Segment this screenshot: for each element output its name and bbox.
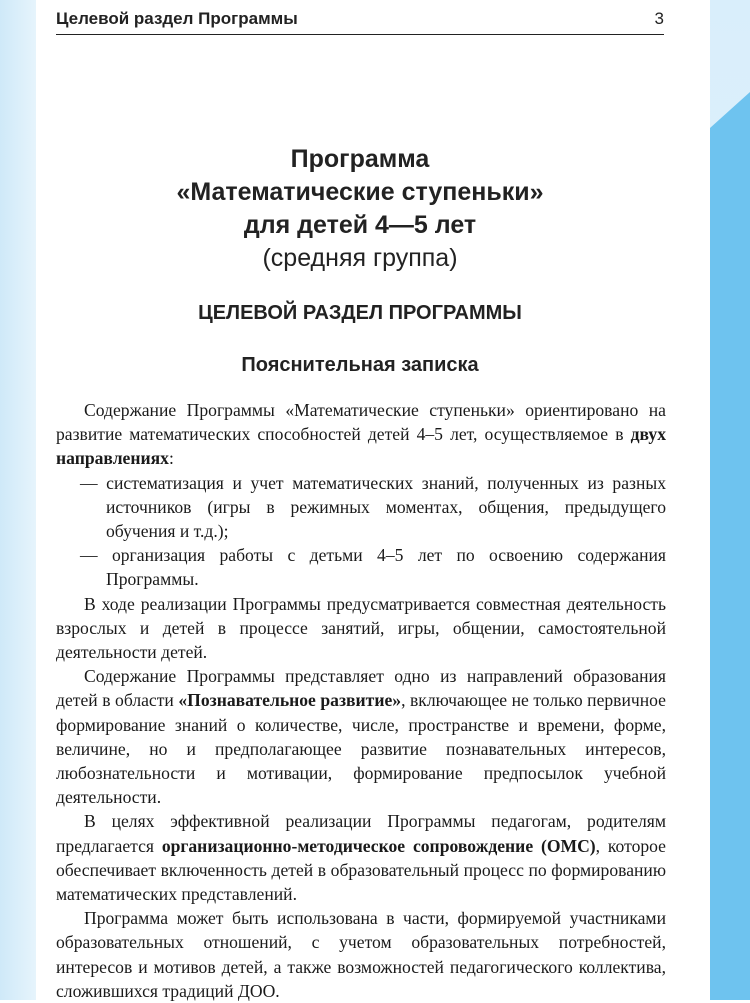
list-item: — организация работы с детьми 4–5 лет по освоению содержания Программы. bbox=[80, 545, 666, 590]
heading-line-1: Программа bbox=[290, 145, 430, 173]
subsection-title: Пояснительная записка bbox=[241, 354, 479, 376]
right-decorative-band bbox=[710, 0, 750, 1000]
paragraph-5: Программа может быть использована в части, формируемой участниками образовательных отношений, с учетом образовательных потребностей, интересов и мотивов детей, а также возможностей педагогического коллектива, сложившихся традиций ДОО. bbox=[56, 908, 666, 1001]
paragraph-1: Содержание Программы «Математические ступеньки» ориентировано на развитие математических способностей детей 4–5 лет, осуществляемое в двух направлениях: bbox=[56, 400, 666, 469]
paragraph-3: Содержание Программы представляет одно из направлений образования детей в области «Познавательное развитие», включающее не только первичное формирование знаний о количестве, числе, пространстве и времени, форме, величине, но и предполагающее развитие познавательных интересов, любознательности и мотивации, формирование предпосылок учебной деятельности. bbox=[56, 666, 666, 808]
section-title: ЦЕЛЕВОЙ РАЗДЕЛ ПРОГРАММЫ bbox=[198, 302, 522, 324]
left-decorative-band bbox=[0, 0, 36, 1000]
bold-phrase-oms: организационно-методическое сопровождение (ОМС) bbox=[161, 835, 596, 856]
header-title: Целевой раздел Программы bbox=[56, 9, 298, 28]
bold-phrase-cognitive: «Познавательное развитие» bbox=[178, 690, 402, 711]
page-number: 3 bbox=[654, 9, 664, 28]
running-header bbox=[56, 6, 664, 35]
right-band-dark bbox=[710, 0, 750, 1000]
heading-line-2: «Математические ступеньки» bbox=[176, 178, 544, 206]
body-text bbox=[56, 398, 666, 1003]
paragraph-4: В целях эффективной реализации Программы педагогам, родителям предлагается организационно-методическое сопровождение (ОМС), которое обеспечивает включенность детей в образовательный процесс по формированию математических представлений. bbox=[56, 811, 666, 905]
paragraph-2: В ходе реализации Программы предусматривается совместная деятельность взрослых и детей в процессе занятий, игры, общении, самостоятельной деятельности детей. bbox=[56, 593, 666, 663]
list-item: — систематизация и учет математических знаний, полученных из разных источников (игры в режимных моментах, общения, предыдущего обучения и т.д.); bbox=[80, 472, 666, 542]
program-heading bbox=[56, 143, 664, 275]
heading-line-3: для детей 4—5 лет bbox=[243, 211, 477, 239]
bold-phrase-directions: двух направлениях bbox=[56, 424, 666, 469]
heading-line-4: (средняя группа) bbox=[262, 244, 458, 272]
